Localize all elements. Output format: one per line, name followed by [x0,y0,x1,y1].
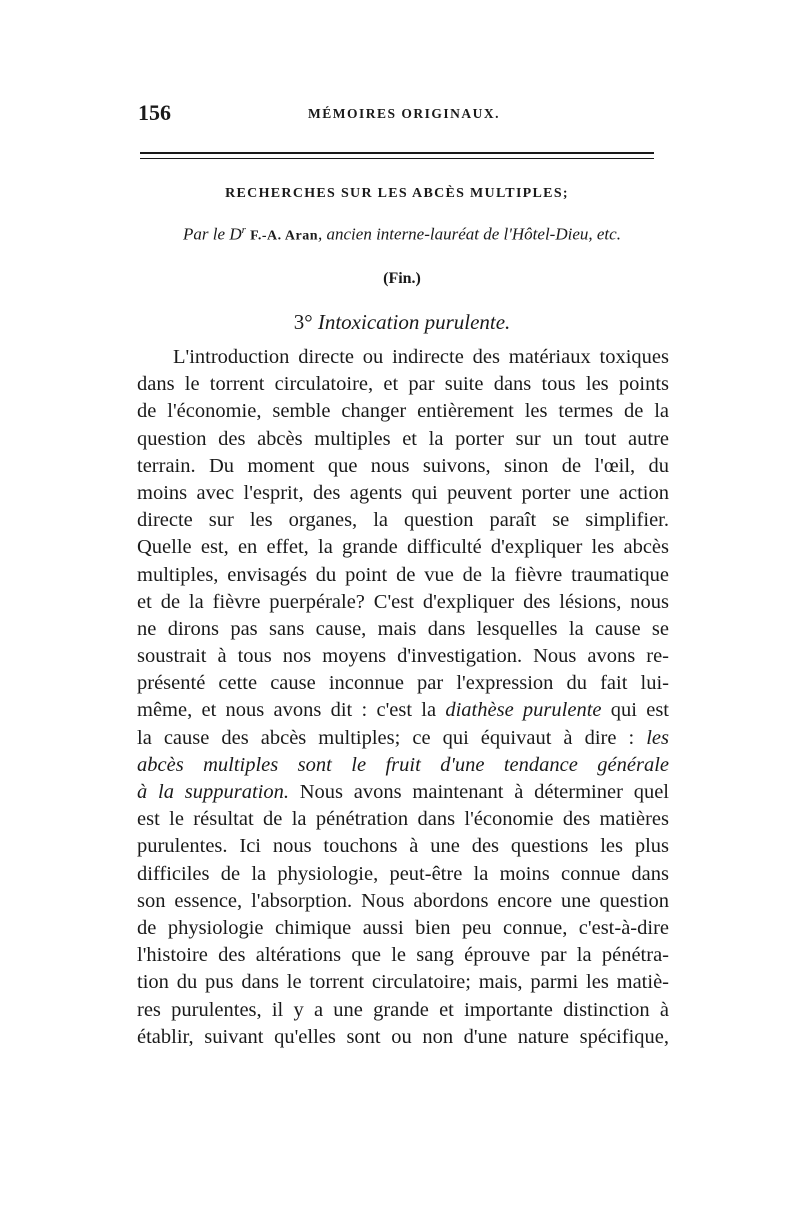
page-number: 156 [138,100,171,125]
text-segment: qui est [601,699,670,722]
text-line [137,589,669,616]
text-line [137,534,669,561]
text-segment: dans le torrent circulatoire, et par suite dans tous les points [137,373,669,396]
text-line [137,779,669,806]
text-line [137,344,669,371]
text-segment: Quelle est, en effet, la grande difficulté d'expliquer les abcès [137,536,669,559]
text-line [137,426,669,453]
byline-author: F.-A. Aran [250,228,319,244]
text-segment: son essence, l'absorption. Nous abordons encore une question [137,889,669,912]
text-segment: purulentes. Ici nous touchons à une des questions les plus [137,835,669,858]
italic-text: abcès multiples sont le fruit d'une tendance générale [137,753,669,776]
text-line [137,915,669,942]
header-rule-thin [140,158,654,159]
text-segment: multiples, envisagés du point de vue de la fièvre traumatique [137,563,669,586]
text-segment: terrain. Du moment que nous suivons, sinon de l'œil, du [137,454,669,477]
section-heading [140,310,664,335]
italic-text: à la suppuration. [137,781,289,803]
text-line [137,833,669,860]
text-line [137,398,669,425]
section-title: Intoxication purulente. [317,310,511,334]
text-line [137,861,669,888]
body-paragraph [137,344,669,1051]
text-segment: question des abcès multiples et la porter sur un tout autre [137,427,669,450]
text-line [137,806,669,833]
text-line [137,616,669,643]
header-rule-thick [140,152,654,154]
article-title: RECHERCHES SUR LES ABCÈS MULTIPLES; [225,186,569,201]
running-title: MÉMOIRES ORIGINAUX. [308,106,501,121]
text-line [137,969,669,996]
text-segment: moins avec l'esprit, des agents qui peuvent porter une action [137,481,669,504]
text-segment: soustrait à tous nos moyens d'investigation. Nous avons re- [137,645,669,668]
section-number: 3° [293,310,313,334]
italic-text: les [646,726,669,749]
text-segment: et de la fièvre puerpérale? C'est d'expliquer des lésions, nous [137,590,669,613]
text-line [137,752,669,779]
text-segment: présenté cette cause inconnue par l'expression du fait lui- [137,672,669,695]
text-segment: est le résultat de la pénétration dans l'économie des matières [137,808,669,831]
text-segment: de l'économie, semble changer entièrement les termes de la [137,400,669,423]
text-line [137,562,669,589]
text-line [137,670,669,697]
text-line [137,888,669,915]
byline-prefix: Par le D [183,224,242,244]
text-line [137,725,669,752]
text-segment: difficiles de la physiologie, peut-être la moins connue dans [137,862,669,885]
text-segment: ne dirons pas sans cause, mais dans lesquelles la cause se [137,617,669,640]
text-segment: de physiologie chimique aussi bien peu connue, c'est-à-dire [137,916,669,939]
byline-suffix: , ancien interne-lauréat de l'Hôtel-Dieu, etc. [318,224,621,244]
text-segment: établir, suivant qu'elles sont ou non d'une nature spécifique, [137,1025,669,1048]
text-segment: l'histoire des altérations que le sang éprouve par la pénétra- [137,944,669,967]
text-segment: même, et nous avons dit : c'est la [137,699,446,722]
text-line [137,371,669,398]
running-head [138,100,662,130]
text-line [137,507,669,534]
text-segment: directe sur les organes, la question paraît se simplifier. [137,509,669,532]
text-line [137,1024,669,1051]
text-line [137,453,669,480]
text-line [137,942,669,969]
text-line [137,697,669,724]
italic-text: diathèse purulente [445,699,602,722]
text-segment: Nous avons maintenant à déterminer quel [288,781,669,803]
byline [140,224,664,245]
text-line [137,480,669,507]
byline-superscript: r [241,224,246,236]
text-segment: la cause des abcès multiples; ce qui équivaut à dire : [137,726,647,749]
text-line [137,643,669,670]
text-line [137,997,669,1024]
text-segment: res purulentes, il y a une grande et importante distinction à [137,998,669,1021]
continuation-note: (Fin.) [383,270,421,287]
text-segment: L'introduction directe ou indirecte des matériaux toxiques [173,346,669,368]
text-segment: tion du pus dans le torrent circulatoire; mais, parmi les matiè- [137,971,669,994]
